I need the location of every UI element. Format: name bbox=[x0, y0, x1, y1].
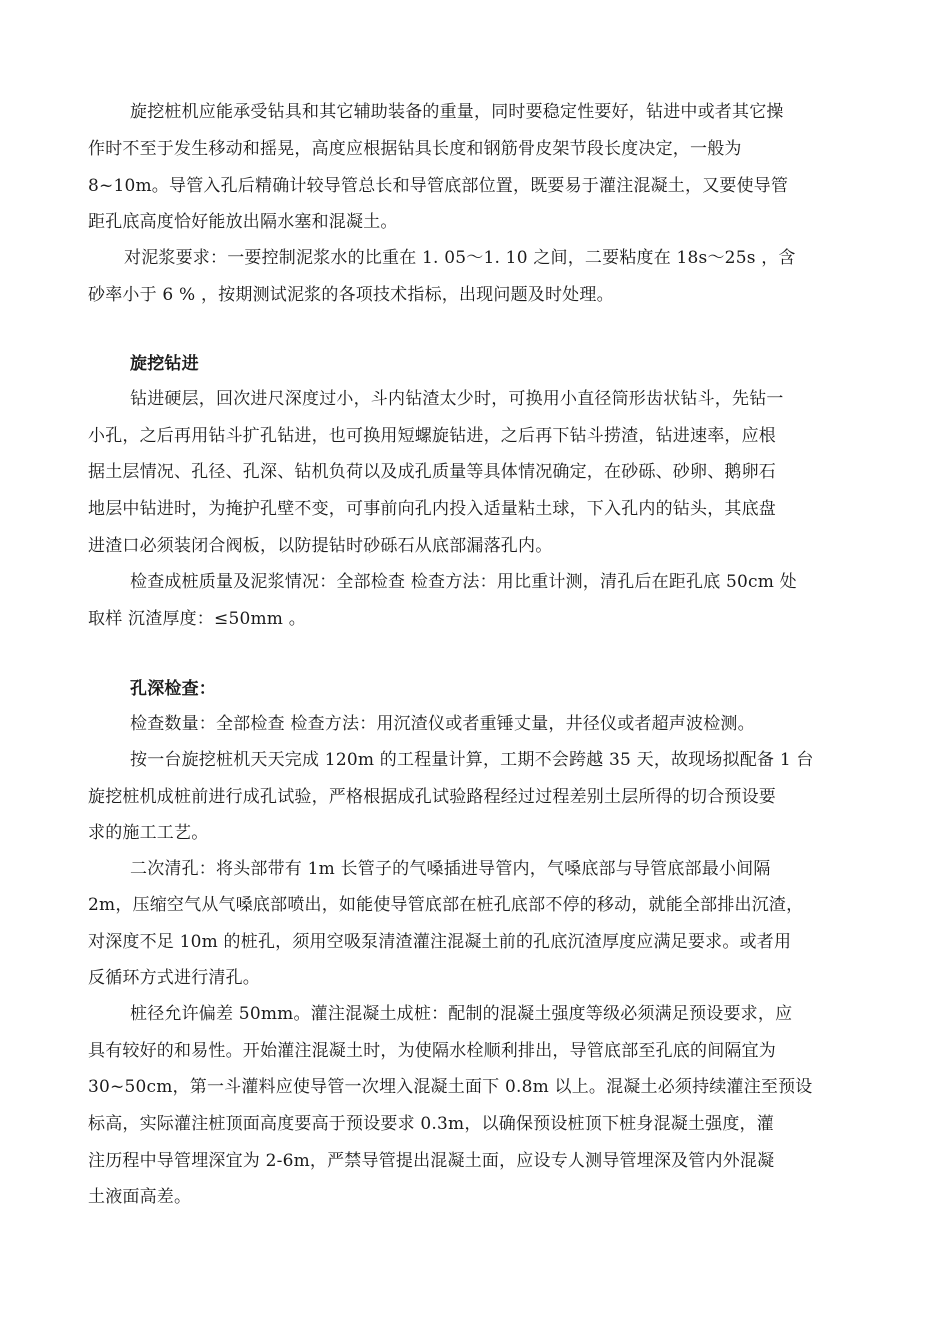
paragraph-line: 按一台旋挖桩机天天完成 120m 的工程量计算，工期不会跨越 35 天，故现场拟配备 1 台 bbox=[130, 750, 814, 770]
paragraph-line: 桩径允许偏差 50mm。灌注混凝土成桩：配制的混凝土强度等级必须满足预设要求，应 bbox=[130, 1004, 793, 1024]
paragraph-line: 8~10m。导管入孔后精确计较导管总长和导管底部位置，既要易于灌注混凝土，又要使导管 bbox=[88, 176, 789, 196]
paragraph-line: 进渣口必须装闭合阀板，以防提钻时砂砾石从底部漏落孔内。 bbox=[88, 536, 553, 556]
paragraph-line: 注历程中导管埋深宜为 2-6m，严禁导管提出混凝土面，应设专人测导管埋深及管内外混凝 bbox=[88, 1151, 775, 1171]
section-heading: 旋挖钻进 bbox=[130, 354, 199, 374]
paragraph-line: 对深度不足 10m 的桩孔，须用空吸泵清渣灌注混凝土前的孔底沉渣厚度应满足要求。或者用 bbox=[88, 932, 792, 952]
paragraph-line: 作时不至于发生移动和摇晃，高度应根据钻具长度和钢筋骨皮架节段长度决定，一般为 bbox=[88, 139, 742, 159]
paragraph-line: 二次清孔：将头部带有 1m 长管子的气嗓插进导管内，气嗓底部与导管底部最小间隔 bbox=[130, 859, 771, 879]
paragraph-line: 30~50cm，第一斗灌料应使导管一次埋入混凝土面下 0.8m 以上。混凝土必须持续灌注至预设 bbox=[88, 1077, 813, 1097]
paragraph-line: 钻进硬层，回次进尺深度过小，斗内钻渣太少时，可换用小直径筒形齿状钻斗，先钻一 bbox=[130, 389, 784, 409]
paragraph-line: 2m，压缩空气从气嗓底部喷出，如能使导管底部在桩孔底部不停的移动，就能全部排出沉渣， bbox=[88, 895, 804, 915]
paragraph-line: 取样 沉渣厚度：≤50mm 。 bbox=[88, 609, 306, 629]
paragraph-line: 砂率小于 6 % ，按期测试泥浆的各项技术指标，出现问题及时处理。 bbox=[88, 285, 614, 305]
paragraph-line: 标高，实际灌注桩顶面高度要高于预设要求 0.3m，以确保预设桩顶下桩身混凝土强度，灌 bbox=[88, 1114, 774, 1134]
paragraph-line: 对泥浆要求：一要控制泥浆水的比重在 1. 05～1. 10 之间，二要粘度在 18s～25s ，含 bbox=[124, 248, 796, 268]
paragraph-line: 求的施工工艺。 bbox=[88, 823, 209, 843]
paragraph-line: 检查成桩质量及泥浆情况：全部检查 检查方法：用比重计测，清孔后在距孔底 50cm 处 bbox=[130, 572, 797, 592]
paragraph-line: 据土层情况、孔径、孔深、钻机负荷以及成孔质量等具体情况确定，在砂砾、砂卵、鹅卵石 bbox=[88, 462, 776, 482]
paragraph-line: 距孔底高度恰好能放出隔水塞和混凝土。 bbox=[88, 212, 398, 232]
paragraph-line: 土液面高差。 bbox=[88, 1187, 192, 1207]
section-heading: 孔深检查： bbox=[130, 679, 216, 699]
paragraph-line: 小孔，之后再用钻斗扩孔钻进，也可换用短螺旋钻进，之后再下钻斗捞渣，钻进速率，应根 bbox=[88, 426, 776, 446]
paragraph-line: 具有较好的和易性。开始灌注混凝土时，为使隔水栓顺利排出，导管底部至孔底的间隔宜为 bbox=[88, 1041, 776, 1061]
paragraph-line: 反循环方式进行清孔。 bbox=[88, 968, 260, 988]
paragraph-line: 地层中钻进时，为掩护孔壁不变，可事前向孔内投入适量粘土球，下入孔内的钻头，其底盘 bbox=[88, 499, 776, 519]
paragraph-line: 旋挖桩机成桩前进行成孔试验，严格根据成孔试验路程经过过程差别土层所得的切合预设要 bbox=[88, 787, 776, 807]
paragraph-line: 检查数量：全部检查 检查方法：用沉渣仪或者重锤丈量，井径仪或者超声波检测。 bbox=[130, 714, 755, 734]
paragraph-line: 旋挖桩机应能承受钻具和其它辅助装备的重量，同时要稳定性要好，钻进中或者其它操 bbox=[130, 102, 784, 122]
